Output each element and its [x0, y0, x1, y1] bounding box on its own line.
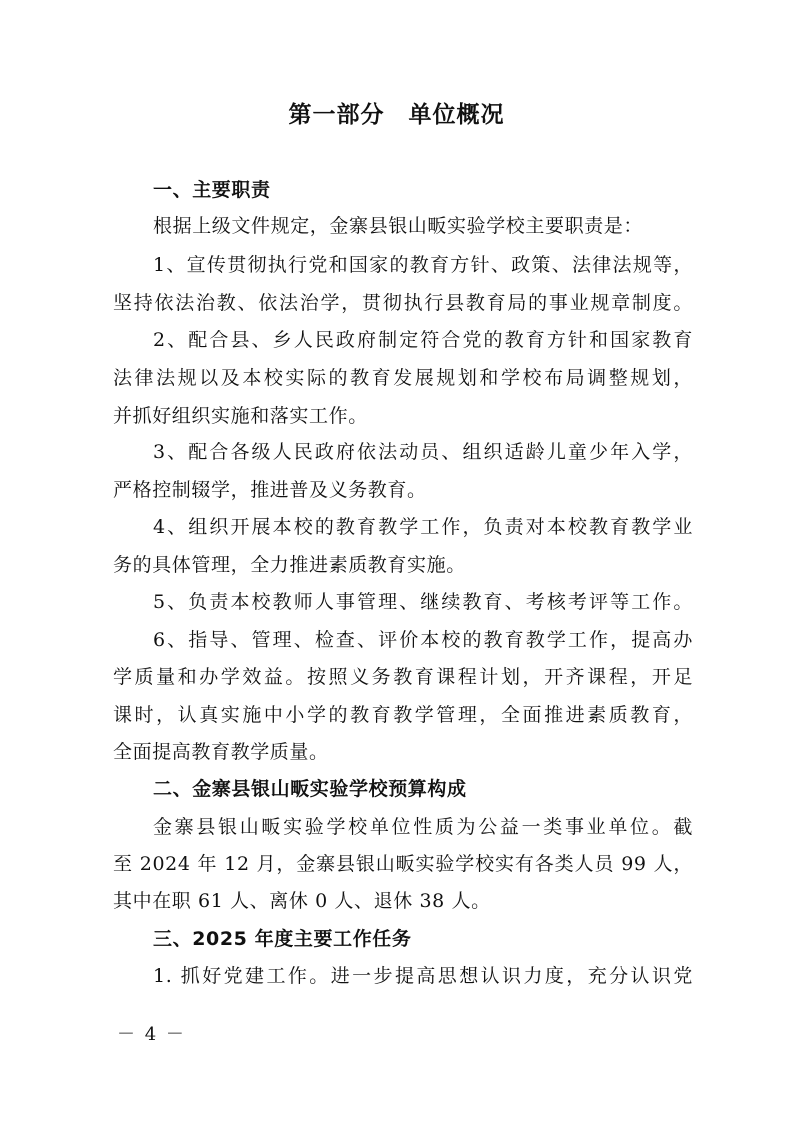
- section-heading-budget: 二、金寨县银山畈实验学校预算构成: [153, 778, 467, 800]
- page-title: 第一部分 单位概况: [288, 102, 505, 128]
- paragraph-line: 2、配合县、乡人民政府制定符合党的教育方针和国家教育: [153, 329, 693, 351]
- paragraph-line: 坚持依法治教、依法治学，贯彻执行县教育局的事业规章制度。: [113, 292, 693, 314]
- paragraph-line: 全面提高教育教学质量。: [113, 741, 329, 763]
- paragraph-line: 金寨县银山畈实验学校单位性质为公益一类事业单位。截: [153, 816, 693, 838]
- paragraph-line: 3、配合各级人民政府依法动员、组织适龄儿童少年入学，: [153, 441, 693, 463]
- page-number: － 4 －: [117, 1024, 186, 1045]
- paragraph-line: 1. 抓好党建工作。进一步提高思想认识力度，充分认识党: [153, 965, 693, 987]
- paragraph-line: 5、负责本校教师人事管理、继续教育、考核考评等工作。: [153, 591, 693, 613]
- paragraph-line: 学质量和办学效益。按照义务教育课程计划，开齐课程，开足: [113, 666, 693, 688]
- paragraph-line: 其中在职 61 人、离休 0 人、退休 38 人。: [113, 890, 491, 912]
- paragraph-line: 严格控制辍学，推进普及义务教育。: [113, 479, 427, 501]
- paragraph-line: 务的具体管理，全力推进素质教育实施。: [113, 554, 466, 576]
- section-heading-tasks: 三、2025 年度主要工作任务: [153, 928, 412, 950]
- paragraph-line: 6、指导、管理、检查、评价本校的教育教学工作，提高办: [153, 629, 693, 651]
- paragraph-line: 并抓好组织实施和落实工作。: [113, 405, 368, 427]
- paragraph-line: 4、组织开展本校的教育教学工作，负责对本校教育教学业: [153, 516, 693, 538]
- paragraph-line: 1、宣传贯彻执行党和国家的教育方针、政策、法律法规等，: [153, 254, 693, 276]
- paragraph-line: 法律法规以及本校实际的教育发展规划和学校布局调整规划，: [113, 367, 693, 389]
- paragraph-line: 根据上级文件规定，金寨县银山畈实验学校主要职责是：: [153, 215, 644, 237]
- section-heading-main-duties: 一、主要职责: [153, 179, 271, 201]
- paragraph-line: 课时，认真实施中小学的教育教学管理，全面推进素质教育，: [113, 704, 693, 726]
- paragraph-line: 至 2024 年 12 月，金寨县银山畈实验学校实有各类人员 99 人，: [113, 853, 693, 875]
